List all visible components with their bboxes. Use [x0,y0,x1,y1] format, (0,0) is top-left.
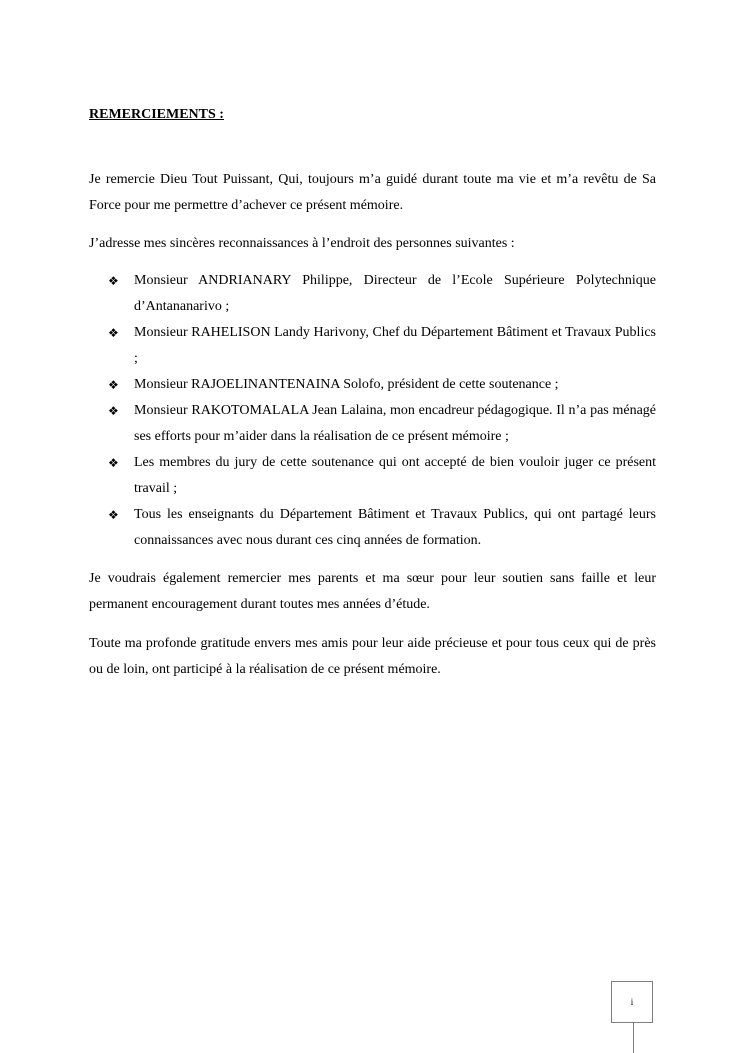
list-item-text: Tous les enseignants du Département Bâtiment et Travaux Publics, qui ont partagé leurs connaissances avec nous durant ces cinq années de formation. [134,507,656,548]
page-heading: REMERCIEMENTS : [89,107,224,122]
diamond-bullet-icon: ❖ [108,274,119,288]
page-number-box [611,981,653,1023]
list-item-text: Monsieur RAJOELINANTENAINA Solofo, président de cette soutenance ; [134,377,559,392]
diamond-bullet-icon: ❖ [108,378,119,392]
diamond-bullet-icon: ❖ [108,326,119,340]
list-item [89,372,656,398]
paragraph-thanks-family: Je voudrais également remercier mes parents et ma sœur pour leur soutien sans faille et leur permanent encouragement durant toutes mes années d’étude. [89,571,656,612]
paragraph-thanks-god: Je remercie Dieu Tout Puissant, Qui, toujours m’a guidé durant toute ma vie et m’a revêtu de Sa Force pour me permettre d’achever ce présent mémoire. [89,172,656,213]
list-item [89,320,656,372]
list-item-text: Monsieur RAHELISON Landy Harivony, Chef du Département Bâtiment et Travaux Publics ; [134,325,656,366]
paragraph-intro-list: J’adresse mes sincères reconnaissances à l’endroit des personnes suivantes : [89,236,515,251]
list-item-text: Les membres du jury de cette soutenance qui ont accepté de bien vouloir juger ce présent travail ; [134,455,656,496]
diamond-bullet-icon: ❖ [108,456,119,470]
paragraph-thanks-friends: Toute ma profonde gratitude envers mes amis pour leur aide précieuse et pour tous ceux qui de près ou de loin, ont participé à la réalisation de ce présent mémoire. [89,636,656,677]
list-item [89,502,656,554]
list-item [89,450,656,502]
page-number: i [630,997,634,1007]
list-item [89,398,656,450]
acknowledgement-list [89,268,656,554]
page-number-divider [633,1023,634,1053]
diamond-bullet-icon: ❖ [108,404,119,418]
diamond-bullet-icon: ❖ [108,508,119,522]
list-item [89,268,656,320]
list-item-text: Monsieur RAKOTOMALALA Jean Lalaina, mon encadreur pédagogique. Il n’a pas ménagé ses efforts pour m’aider dans la réalisation de ce présent mémoire ; [134,403,656,444]
list-item-text: Monsieur ANDRIANARY Philippe, Directeur de l’Ecole Supérieure Polytechnique d’Antananarivo ; [134,273,656,314]
